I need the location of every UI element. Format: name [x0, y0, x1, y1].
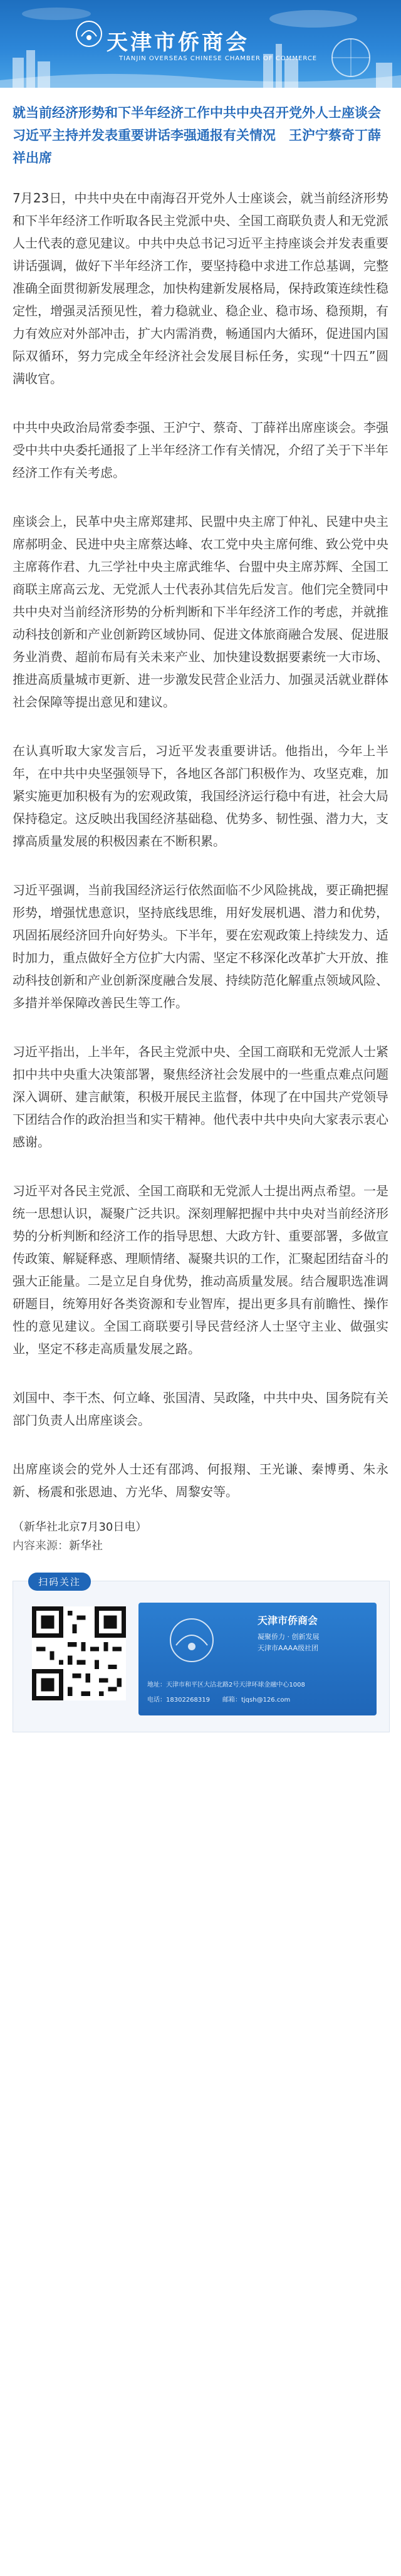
- article-paragraph: 刘国中、李干杰、何立峰、张国清、吴政隆，中共中央、国务院有关部门负责人出席座谈会。: [13, 1390, 388, 1428]
- org-slogan: 凝聚侨力 · 创新发展: [258, 1633, 320, 1641]
- dateline: （新华社北京7月30日电）: [13, 1521, 147, 1534]
- source-value: 新华社: [69, 1539, 103, 1552]
- org-name: 天津市侨商会: [258, 1615, 318, 1626]
- org-info-card: [138, 1603, 377, 1715]
- source-line: [13, 1537, 388, 1556]
- source-label: 内容来源：: [13, 1539, 69, 1552]
- article-paragraph: 出席座谈会的党外人士还有邵鸿、何报翔、王光谦、秦博勇、朱永新、杨震和张恩迪、方光华、周黎安等。: [13, 1462, 388, 1499]
- article-paragraph: 习近平指出，上半年，各民主党派中央、全国工商联和无党派人士紧扣中共中央重大决策部署，聚焦经济社会发展中的一些重点难点问题深入调研、建言献策，积极开展民主监督，体现了在中国共产党领导下团结合作的政治担当和实干精神。他代表中共中央向大家表示衷心感谢。: [13, 1044, 388, 1149]
- article-paragraph: 在认真听取大家发言后，习近平发表重要讲话。他指出，今年上半年，在中共中央坚强领导下，各地区各部门积极作为、攻坚克难，加紧实施更加积极有为的宏观政策，我国经济运行稳中有进，社会大局保持稳定。这反映出我国经济基础稳、优势多、韧性强、潜力大，支撑高质量发展的积极因素在不断积累。: [13, 743, 388, 849]
- article-title: 就当前经济形势和下半年经济工作中共中央召开党外人士座谈会习近平主持并发表重要讲话李强通报有关情况 王沪宁蔡奇丁薛祥出席: [13, 105, 381, 165]
- chamber-logo-icon: [75, 20, 103, 48]
- article-paragraph: 习近平强调，当前我国经济运行依然面临不少风险挑战，要正确把握形势，增强忧患意识，坚持底线思维，用好发展机遇、潜力和优势，巩固拓展经济回升向好势头。下半年，要在宏观政策上持续发力、适时加力，重点做好全方位扩大内需、坚定不移深化改革扩大开放、推动科技创新和产业创新深度融合发展、持续防范化解重点领域风险、多措并举保障改善民生等工作。: [13, 882, 388, 1010]
- org-level: 天津市AAAA级社团: [258, 1644, 319, 1652]
- article-paragraph: 习近平对各民主党派、全国工商联和无党派人士提出两点希望。一是统一思想认识，凝聚广泛共识。深刻理解把握中共中央对当前经济形势的分析判断和经济工作的指导思想、大政方针、重要部署，多做宣传政策、解疑释惑、理顺情绪、凝聚共识的工作，汇聚起团结奋斗的强大正能量。二是立足自身优势，推动高质量发展。结合履职选准调研题目，统筹用好各类资源和专业智库，提出更多具有前瞻性、操作性的意见建议。全国工商联要引导民营经济人士坚守主业、做强实业，坚定不移走高质量发展之路。: [13, 1183, 388, 1356]
- qr-code-icon[interactable]: [32, 1606, 126, 1700]
- org-address: 地址：天津市和平区大沽北路2号天津环球金融中心1008: [147, 1682, 305, 1689]
- org-contact: 电话：18302268319 邮箱：tjqsh@126.com: [147, 1697, 291, 1704]
- follow-label: 扫码关注: [28, 1573, 91, 1591]
- article-paragraph: 座谈会上，民革中央主席郑建邦、民盟中央主席丁仲礼、民建中央主席郝明金、民进中央主席蔡达峰、农工党中央主席何维、致公党中央主席蒋作君、九三学社中央主席武维华、台盟中央主席苏辉、全国工商联主席高云龙、无党派人士代表孙其信先后发言。他们完全赞同中共中央对当前经济形势的分析判断和下半年经济工作的考虑，并就推动科技创新和产业创新跨区域协同、促进文体旅商融合发展、促进服务业消费、超前布局有关未来产业、加快建设数据要素统一大市场、推进高质量城市更新、进一步激发民营企业活力、加强灵活就业群体社会保障等提出意见和建议。: [13, 514, 388, 709]
- badge-logo-icon: [164, 1615, 220, 1665]
- article-paragraph: 7月23日，中共中央在中南海召开党外人士座谈会，就当前经济形势和下半年经济工作听取各民主党派中央、全国工商联负责人和无党派人士代表的意见建议。中共中央总书记习近平主持座谈会并发表重要讲话强调，做好下半年经济工作，要坚持稳中求进工作总基调，完整准确全面贯彻新发展理念，加快构建新发展格局，保持政策连续性稳定性，增强灵活预见性，着力稳就业、稳企业、稳市场、稳预期，有力有效应对外部冲击，扩大内需消费，畅通国内大循环，促进国内国际双循环，努力完成全年经济社会发展目标任务，实现“十四五”圆满收官。: [13, 191, 388, 386]
- banner-subtitle: TIANJIN OVERSEAS CHINESE CHAMBER OF COMMERCE: [119, 55, 318, 62]
- follow-card: [13, 1576, 390, 1732]
- header-banner: [0, 0, 401, 88]
- article-source: [0, 1511, 401, 1556]
- article-paragraph: 中共中央政治局常委李强、王沪宁、蔡奇、丁薛祥出席座谈会。李强受中共中央委托通报了上半年经济工作有关情况，介绍了关于下半年经济工作有关考虑。: [13, 420, 388, 480]
- banner-title: 天津市侨商会: [107, 30, 249, 55]
